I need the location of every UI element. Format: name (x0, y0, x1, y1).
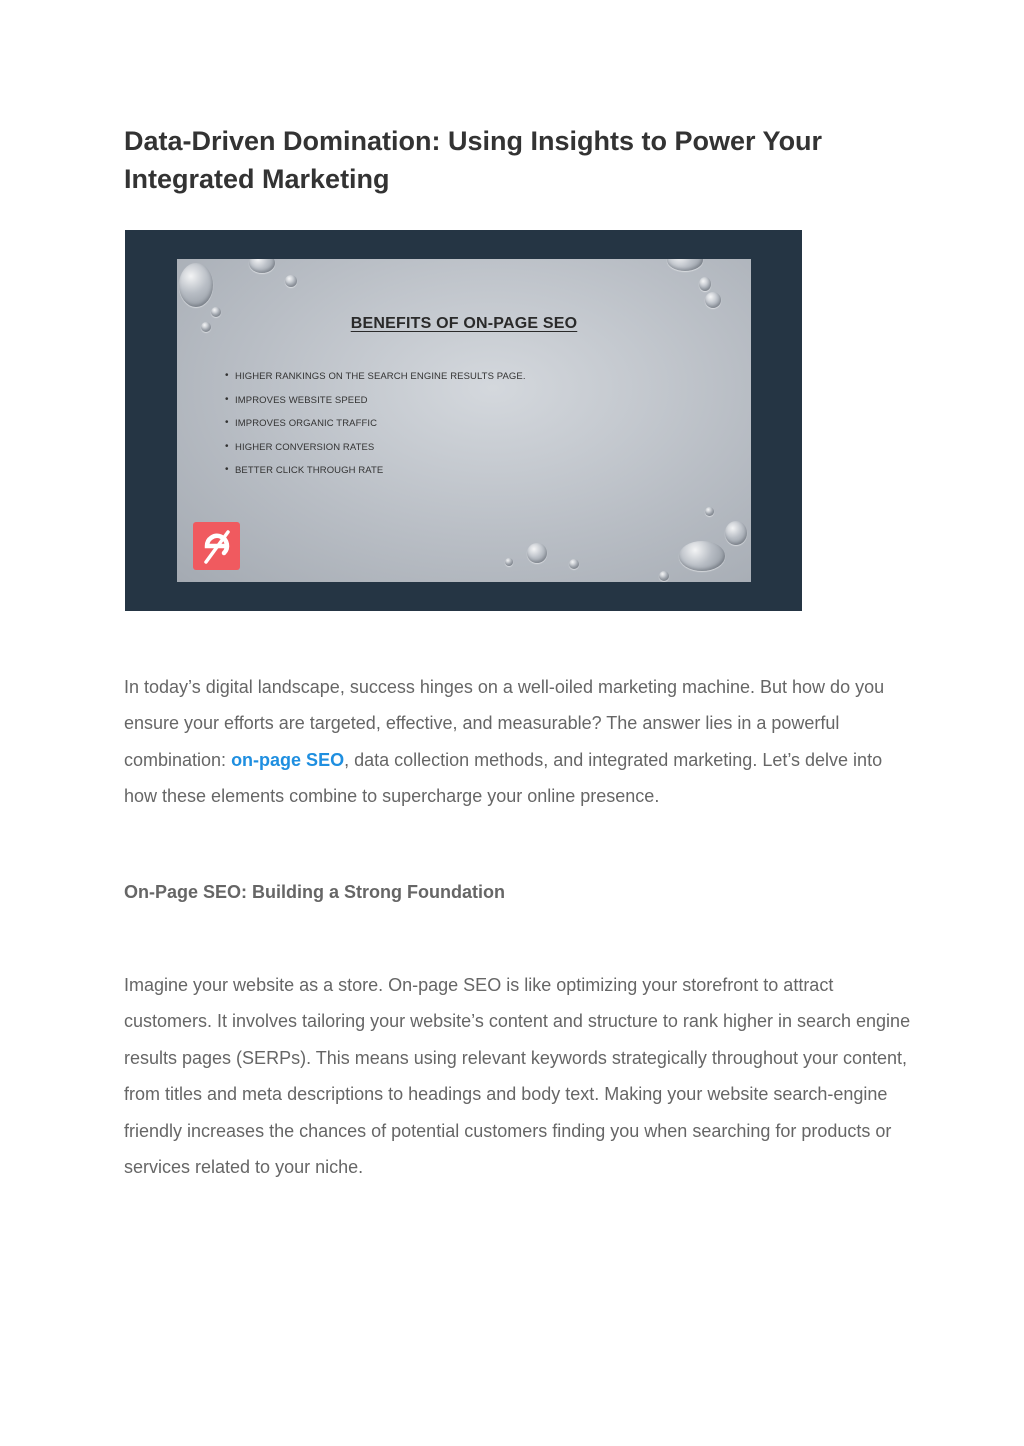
water-drop-decoration (179, 263, 213, 307)
article-title: Data-Driven Domination: Using Insights to Power Your Integrated Marketing (124, 126, 823, 194)
slide-bullet: • IMPROVES ORGANIC TRAFFIC (225, 418, 526, 442)
seo-slide (177, 259, 751, 582)
water-drop-decoration (249, 259, 275, 273)
water-drop-decoration (725, 521, 747, 545)
slide-bullet: • HIGHER CONVERSION RATES (225, 442, 526, 466)
water-drop-decoration (699, 277, 711, 291)
slide-bullet: • BETTER CLICK THROUGH RATE (225, 465, 526, 489)
water-drop-decoration (527, 543, 547, 563)
water-drop-decoration (659, 571, 669, 581)
water-drop-decoration (569, 559, 579, 569)
section-heading: On-Page SEO: Building a Strong Foundation (124, 882, 505, 902)
slide-bullet-list (225, 371, 526, 489)
on-page-seo-link[interactable]: on-page SEO (231, 749, 345, 770)
e-logo-icon (193, 522, 240, 570)
intro-text-start: In today’s digital landscape, success hinges on a well-oiled marketing machine. But how do you ensure your efforts are targeted, effective, and measurable? The answer lies in a powerful combination: (124, 677, 885, 770)
intro-paragraph (124, 669, 914, 815)
slide-heading: BENEFITS OF ON-PAGE SEO (350, 315, 578, 332)
article-figure (125, 230, 802, 611)
slide-bullet: • HIGHER RANKINGS ON THE SEARCH ENGINE RESULTS PAGE. (225, 371, 526, 395)
water-drop-decoration (505, 558, 513, 566)
water-drop-decoration (705, 507, 714, 516)
water-drop-decoration (667, 259, 703, 271)
water-drop-decoration (679, 541, 725, 571)
section-body-paragraph: Imagine your website as a store. On-page SEO is like optimizing your storefront to attract customers. It involves tailoring your website’s content and structure to rank higher in search engine results pages (SERPs). This means using relevant keywords strategically throughout your content, from titles and meta descriptions to headings and body text. Making your website search-engine friendly increases the chances of potential customers finding you when searching for products or services related to your niche. (124, 975, 911, 1178)
intro-text-end: , data collection methods, and integrated marketing. Let’s delve into how these elements combine to supercharge your online presence. (124, 749, 883, 807)
water-drop-decoration (705, 292, 721, 308)
water-drop-decoration (285, 275, 297, 287)
slide-bullet: • IMPROVES WEBSITE SPEED (225, 395, 526, 419)
